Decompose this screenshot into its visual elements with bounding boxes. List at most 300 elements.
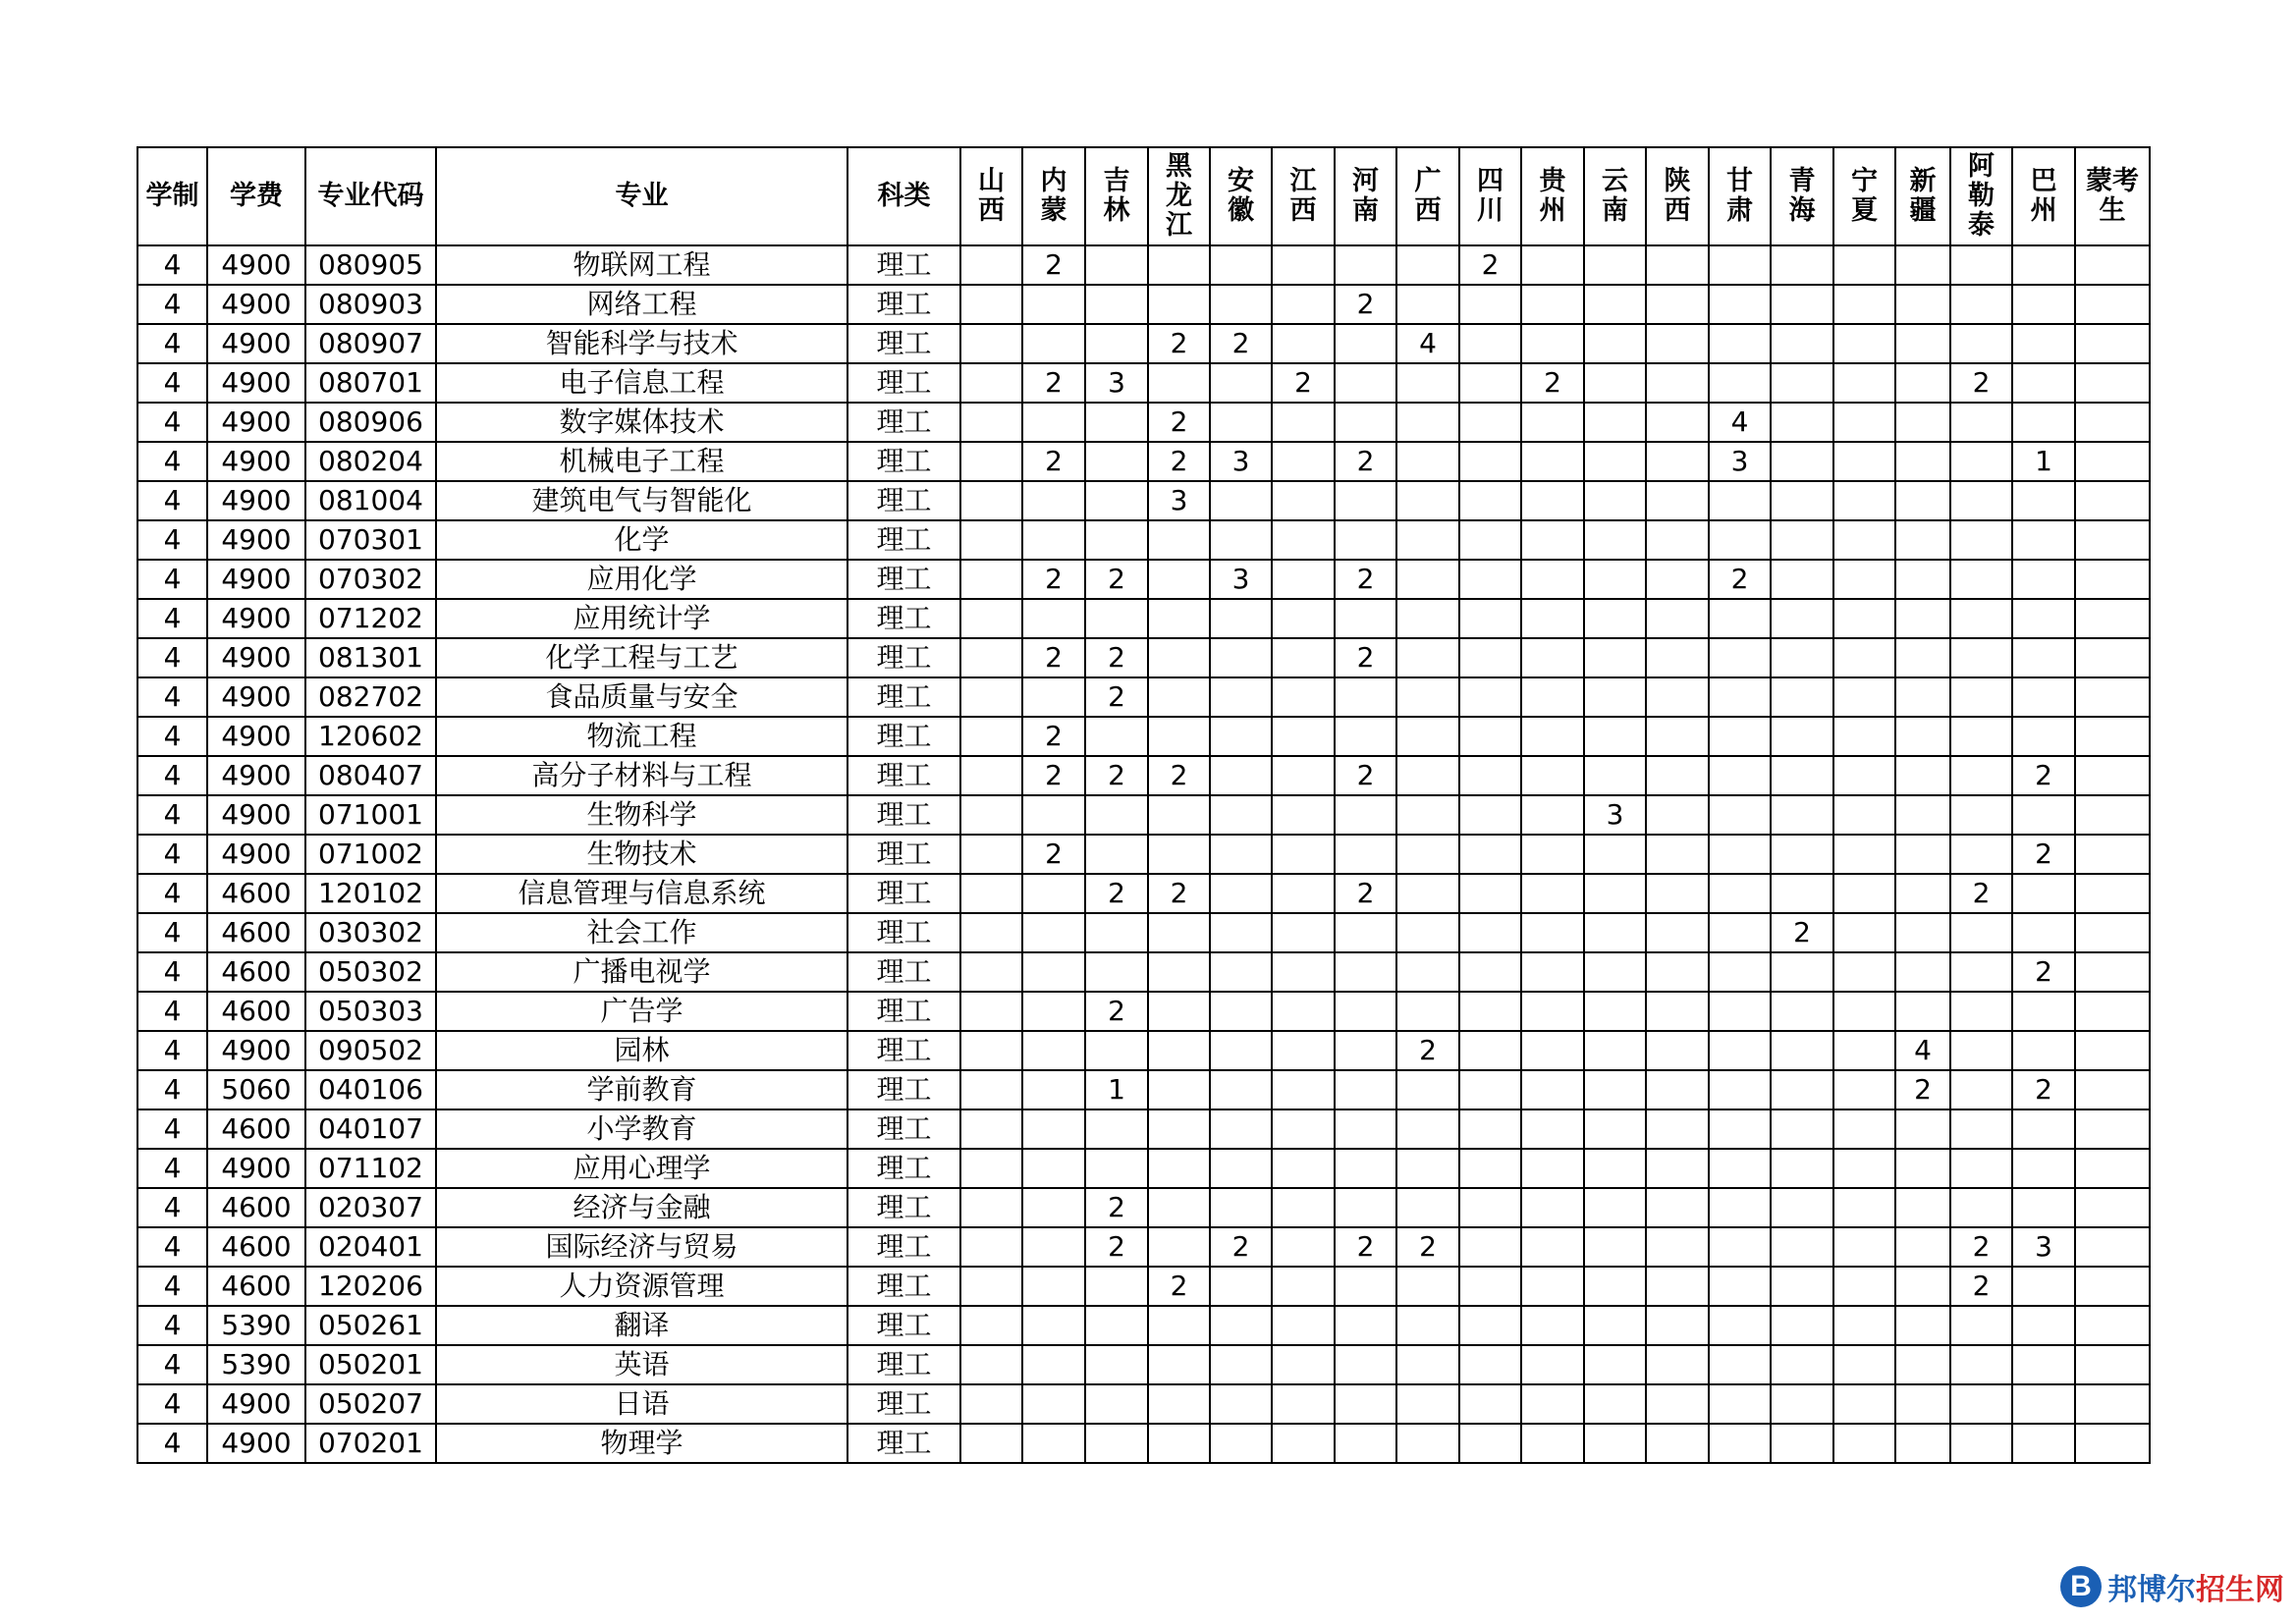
cell-xuefei: 4900 [207,481,305,520]
cell-category: 理工 [847,1424,960,1463]
cell-xuezhi: 4 [137,481,207,520]
cell-quota [1085,245,1148,285]
cell-quota [1396,874,1459,913]
cell-quota [1459,1070,1521,1109]
cell-quota [1459,285,1521,324]
cell-xuefei: 4900 [207,442,305,481]
cell-quota [2012,324,2075,363]
cell-quota [2075,638,2150,677]
cell-category: 理工 [847,1149,960,1188]
cell-quota: 2 [1335,756,1396,795]
cell-quota [1459,992,1521,1031]
cell-quota [1646,1031,1709,1070]
cell-quota [1022,992,1085,1031]
table-body [137,245,2150,1463]
logo-badge-icon: B [2060,1566,2102,1607]
cell-xuefei: 4600 [207,1109,305,1149]
cell-quota [960,913,1022,952]
cell-quota [1895,1424,1950,1463]
cell-quota [1022,1149,1085,1188]
cell-quota [1148,560,1210,599]
cell-xuefei: 5390 [207,1345,305,1384]
cell-quota [1272,442,1335,481]
cell-quota: 2 [1022,717,1085,756]
cell-quota [1272,717,1335,756]
cell-quota [2075,1424,2150,1463]
cell-quota [1085,442,1148,481]
cell-xuezhi: 4 [137,874,207,913]
cell-quota [1521,677,1584,717]
cell-quota [1895,717,1950,756]
cell-code: 050207 [305,1384,436,1424]
cell-quota [2012,245,2075,285]
cell-quota [1895,560,1950,599]
header-province-char: 州 [2030,195,2057,226]
cell-quota [1521,835,1584,874]
cell-quota [1895,1384,1950,1424]
cell-quota [1646,1384,1709,1424]
cell-quota [1210,1188,1272,1227]
header-province-char: 徽 [1228,195,1254,226]
table-row [137,952,2150,992]
cell-quota [1771,717,1833,756]
cell-quota [1272,1306,1335,1345]
cell-quota [1335,677,1396,717]
cell-quota: 2 [1022,245,1085,285]
cell-quota [1459,1345,1521,1384]
header-province-char: 龙 [1166,181,1192,211]
cell-quota [1148,638,1210,677]
cell-quota: 2 [1148,324,1210,363]
cell-quota [1771,1070,1833,1109]
cell-category: 理工 [847,1345,960,1384]
table-row [137,1109,2150,1149]
table-row [137,992,2150,1031]
cell-quota [1210,913,1272,952]
table-row [137,481,2150,520]
cell-quota [1335,1267,1396,1306]
cell-xuezhi: 4 [137,520,207,560]
cell-quota: 2 [1022,560,1085,599]
cell-quota [1459,1188,1521,1227]
header-province-char: 陕 [1664,166,1691,196]
cell-quota [1833,1070,1895,1109]
cell-code: 081301 [305,638,436,677]
cell-quota [960,1267,1022,1306]
cell-quota [1396,599,1459,638]
cell-quota [1085,1267,1148,1306]
cell-quota [2075,245,2150,285]
cell-quota: 2 [1335,874,1396,913]
cell-quota [1646,717,1709,756]
cell-quota [1771,363,1833,403]
cell-quota [1085,1384,1148,1424]
cell-quota [1771,756,1833,795]
cell-quota [960,481,1022,520]
logo-text [2107,1565,2284,1608]
cell-quota [1709,638,1771,677]
cell-quota [1895,1227,1950,1267]
header-province [1895,147,1950,245]
cell-xuefei: 4900 [207,677,305,717]
cell-quota [1396,717,1459,756]
table-row [137,1070,2150,1109]
cell-quota [1833,285,1895,324]
cell-quota [1950,756,2012,795]
header-province-char: 西 [1289,195,1317,226]
header-province-char: 泰 [1968,210,1995,241]
header-province-char: 山 [978,166,1005,196]
cell-quota [1646,481,1709,520]
cell-quota [1022,1227,1085,1267]
cell-xuezhi: 4 [137,1424,207,1463]
cell-quota: 2 [1148,403,1210,442]
cell-quota [1895,835,1950,874]
cell-quota [1950,481,2012,520]
cell-quota [1646,913,1709,952]
cell-quota [1022,324,1085,363]
cell-quota [1895,1306,1950,1345]
cell-quota: 2 [1335,1227,1396,1267]
header-province-char: 肃 [1726,195,1753,226]
cell-quota [1584,1109,1646,1149]
cell-quota [1148,992,1210,1031]
table-row [137,677,2150,717]
cell-quota [1709,874,1771,913]
cell-quota [960,952,1022,992]
cell-quota [1210,1267,1272,1306]
cell-quota [1950,403,2012,442]
cell-quota [1584,913,1646,952]
cell-quota [1085,324,1148,363]
header-province-char: 云 [1602,166,1628,196]
cell-xuefei: 4600 [207,1267,305,1306]
cell-quota [1950,324,2012,363]
enrollment-plan-table [137,146,2151,1464]
cell-quota [1584,245,1646,285]
cell-major: 物理学 [436,1424,847,1463]
cell-xuezhi: 4 [137,1267,207,1306]
cell-major: 翻译 [436,1306,847,1345]
cell-quota [1396,245,1459,285]
cell-major: 建筑电气与智能化 [436,481,847,520]
cell-quota: 2 [2012,835,2075,874]
cell-quota [960,1188,1022,1227]
cell-category: 理工 [847,1384,960,1424]
cell-quota [2075,520,2150,560]
cell-quota [1709,599,1771,638]
header-province-char: 江 [1289,166,1317,196]
cell-category: 理工 [847,481,960,520]
cell-quota [1771,992,1833,1031]
cell-quota [1521,1109,1584,1149]
cell-quota [1771,1149,1833,1188]
cell-quota [1396,795,1459,835]
cell-quota [1646,1149,1709,1188]
cell-code: 080701 [305,363,436,403]
cell-quota [1148,363,1210,403]
cell-quota [1022,913,1085,952]
cell-quota [1646,1070,1709,1109]
cell-quota [1646,1188,1709,1227]
header-province-char: 疆 [1909,195,1937,226]
cell-xuezhi: 4 [137,1070,207,1109]
cell-quota [1950,1345,2012,1384]
cell-quota [2075,285,2150,324]
cell-quota [2075,403,2150,442]
cell-quota [1022,1031,1085,1070]
cell-quota [1833,952,1895,992]
cell-xuefei: 4600 [207,952,305,992]
cell-quota [1895,952,1950,992]
cell-quota [1085,1424,1148,1463]
cell-category: 理工 [847,599,960,638]
cell-quota [2075,1227,2150,1267]
cell-quota: 2 [1950,874,2012,913]
cell-quota [1771,1109,1833,1149]
cell-quota [1950,677,2012,717]
cell-quota [1022,1188,1085,1227]
cell-major: 生物科学 [436,795,847,835]
cell-quota [1646,1424,1709,1463]
cell-quota [2075,1345,2150,1384]
cell-quota [1022,1070,1085,1109]
cell-quota [1771,481,1833,520]
cell-quota [1771,1031,1833,1070]
header-xuefei: 学费 [207,147,305,245]
cell-quota: 4 [1396,324,1459,363]
cell-quota [1833,795,1895,835]
cell-quota [1833,835,1895,874]
header-province [1148,147,1210,245]
cell-quota [2075,324,2150,363]
cell-quota [1646,1267,1709,1306]
cell-quota [1895,1188,1950,1227]
cell-quota: 2 [1709,560,1771,599]
cell-quota [1396,1384,1459,1424]
header-province-char: 吉 [1103,166,1130,196]
cell-quota [1459,638,1521,677]
cell-code: 050303 [305,992,436,1031]
header-province [1521,147,1584,245]
cell-quota [1148,835,1210,874]
cell-quota: 2 [2012,756,2075,795]
cell-quota [1210,1070,1272,1109]
cell-quota [1895,245,1950,285]
cell-quota: 3 [1210,560,1272,599]
cell-quota: 2 [1022,442,1085,481]
cell-quota [1396,638,1459,677]
cell-major: 网络工程 [436,285,847,324]
cell-quota: 2 [1521,363,1584,403]
header-province-char: 贵 [1539,166,1566,196]
cell-quota [1646,363,1709,403]
cell-quota [1584,520,1646,560]
cell-quota [1771,560,1833,599]
cell-quota [1709,1109,1771,1149]
cell-major: 社会工作 [436,913,847,952]
cell-quota [1646,245,1709,285]
cell-code: 071002 [305,835,436,874]
cell-quota: 2 [1085,756,1148,795]
cell-quota [1085,835,1148,874]
cell-quota [1396,1070,1459,1109]
header-province [1709,147,1771,245]
cell-quota [1584,1267,1646,1306]
cell-quota [1521,560,1584,599]
cell-category: 理工 [847,1031,960,1070]
cell-quota [1950,245,2012,285]
cell-quota [1396,1345,1459,1384]
cell-quota [960,363,1022,403]
header-province-char: 生 [2099,195,2126,226]
cell-code: 080907 [305,324,436,363]
cell-quota [1210,363,1272,403]
cell-quota [1148,245,1210,285]
cell-quota [2012,795,2075,835]
cell-quota [1148,1188,1210,1227]
cell-xuezhi: 4 [137,952,207,992]
table-row [137,363,2150,403]
cell-quota [1396,520,1459,560]
cell-quota [1584,363,1646,403]
cell-xuefei: 4900 [207,1424,305,1463]
cell-category: 理工 [847,992,960,1031]
site-watermark-logo [2060,1564,2284,1609]
cell-quota [1709,1031,1771,1070]
cell-quota [1771,1227,1833,1267]
cell-quota [1895,599,1950,638]
header-province-char: 林 [1103,195,1130,226]
cell-quota [2075,992,2150,1031]
header-province [1950,147,2012,245]
cell-quota [1459,599,1521,638]
header-province-char: 江 [1166,210,1192,241]
cell-quota [1646,324,1709,363]
cell-quota [1335,1031,1396,1070]
cell-quota [1584,952,1646,992]
cell-quota [1272,913,1335,952]
cell-quota: 2 [2012,952,2075,992]
header-province [960,147,1022,245]
cell-quota [1148,1109,1210,1149]
cell-quota [960,560,1022,599]
table-row [137,324,2150,363]
cell-quota [1396,992,1459,1031]
cell-quota [960,403,1022,442]
cell-quota [960,795,1022,835]
cell-category: 理工 [847,756,960,795]
cell-quota: 2 [1085,874,1148,913]
cell-category: 理工 [847,795,960,835]
cell-quota [960,442,1022,481]
cell-quota [1210,599,1272,638]
cell-category: 理工 [847,1188,960,1227]
cell-quota [1335,835,1396,874]
cell-quota: 3 [1709,442,1771,481]
header-province [1085,147,1148,245]
cell-quota [1335,1384,1396,1424]
cell-quota [1521,1424,1584,1463]
cell-quota [1584,403,1646,442]
cell-xuezhi: 4 [137,1384,207,1424]
cell-quota [1521,874,1584,913]
cell-quota [1210,835,1272,874]
cell-quota [2075,363,2150,403]
cell-quota [1210,285,1272,324]
cell-quota [1646,952,1709,992]
cell-quota [1833,245,1895,285]
cell-quota [1335,952,1396,992]
cell-major: 英语 [436,1345,847,1384]
cell-quota [1950,1424,2012,1463]
cell-quota [1459,1227,1521,1267]
cell-quota [1833,403,1895,442]
cell-category: 理工 [847,285,960,324]
cell-category: 理工 [847,717,960,756]
cell-quota [1584,1345,1646,1384]
cell-quota [2075,1267,2150,1306]
cell-code: 020307 [305,1188,436,1227]
cell-quota [1148,677,1210,717]
cell-quota [1396,1109,1459,1149]
cell-quota [1584,1149,1646,1188]
cell-quota [1272,677,1335,717]
table-row [137,1306,2150,1345]
cell-code: 030302 [305,913,436,952]
cell-quota [1833,442,1895,481]
logo-text-accent: 招生网 [2196,1573,2284,1607]
cell-quota [1709,1227,1771,1267]
cell-quota [1148,795,1210,835]
cell-xuezhi: 4 [137,560,207,599]
cell-quota [1210,677,1272,717]
cell-xuefei: 4900 [207,560,305,599]
cell-quota [1085,913,1148,952]
cell-quota [1709,1424,1771,1463]
cell-xuefei: 4900 [207,245,305,285]
cell-quota [1646,285,1709,324]
cell-xuefei: 4600 [207,1227,305,1267]
header-province [2075,147,2150,245]
cell-quota: 4 [1895,1031,1950,1070]
cell-quota [1148,1031,1210,1070]
cell-quota [1521,285,1584,324]
cell-quota [1646,403,1709,442]
cell-xuefei: 5060 [207,1070,305,1109]
cell-quota [1709,285,1771,324]
cell-quota [1335,1109,1396,1149]
header-province-char: 阿 [1968,151,1995,182]
cell-xuefei: 4900 [207,324,305,363]
table-row [137,717,2150,756]
table-row [137,1188,2150,1227]
table-row [137,756,2150,795]
cell-quota [1085,1031,1148,1070]
cell-major: 信息管理与信息系统 [436,874,847,913]
cell-quota [960,756,1022,795]
header-province-char: 新 [1909,166,1937,196]
header-province-char: 夏 [1851,195,1878,226]
table-row [137,1384,2150,1424]
cell-xuefei: 4900 [207,638,305,677]
table-row [137,835,2150,874]
cell-quota [1584,717,1646,756]
cell-quota [1459,1267,1521,1306]
cell-quota: 2 [1335,285,1396,324]
cell-category: 理工 [847,1070,960,1109]
cell-quota [1148,1149,1210,1188]
